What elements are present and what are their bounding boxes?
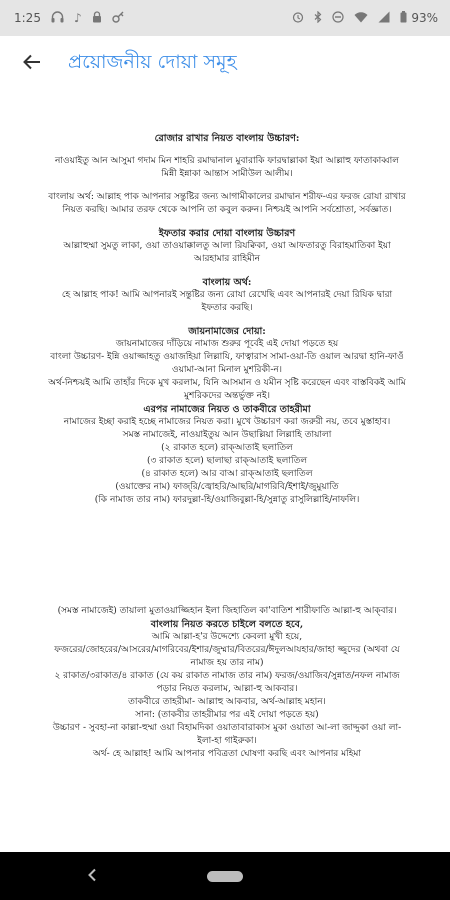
music-note-icon: ♪ [73,11,82,25]
paragraph: তাকবীরে তাহরীমা- আল্লাহু আকবার, অর্থ-আল্লাহ মহান। [128,697,326,707]
dnd-icon [332,11,344,25]
bluetooth-icon [314,11,322,25]
paragraph: জায়নামাজের দাঁড়িয়ে নামাজ শুরুর পূর্বেই এই দোয়া পড়তে হয় [115,339,339,349]
list-item: (কি নামাজ তার নাম) ফারদুল্লা-হি/ওয়াজিবুল্লা-হি/সুন্নাতু রাসুলিল্লাহি/নাফলি। [94,495,360,505]
back-chevron-icon [87,867,97,886]
paragraph: আল্লাহুম্মা সুমতু লাকা, ওয়া তাওয়াক্কালতু আলা রিযক্বিকা, ওয়া আফতারতু বিরাহমাতিকা ইয়া আরহামার রাহিমীন [63,241,391,264]
paragraph: অর্থ- হে আল্লাহ! আমি আপনার পবিত্রতা ঘোষণা করছি এবং আপনার মহিমা [92,749,362,759]
document-body [48,132,406,761]
list-item: (৩ রাকাত হলে) ছালাছা রাক্‌আতাই ছলাতিল [146,456,308,466]
paragraph: উচ্চারণ - সুবহা-না কাল্লা-হুম্মা ওয়া বিহামদিকা ওয়াতাবারাকাস মুকা ওয়াতা আ-লা জাদ্দুকা ওয়া লা-ইলা-হা গাইরুকা। [52,723,402,746]
heading-iftar-dua: ইফতার করার দোয়া বাংলায় উচ্চারণ [158,228,296,239]
paragraph: সানা: (তাকবীর তাহরীমার পর এই দোয়া পড়তে হয়) [135,710,319,720]
wifi-icon [354,11,368,25]
app-bar [0,36,450,92]
paragraph: আমি আল্লা-হ'র উদ্দেশ্যে কেবলা মুখী হয়ে, [151,632,303,642]
lock-icon [92,11,102,25]
paragraph: নাওয়াইতু আন আসুমা গদাম মিন শাহরি রমাদ্বানাল মুবারাকি ফারদ্বাল্লাকা ইয়া আল্লাহু ফাতাকাব্বাল মিন্নী ইন্নাকা আন্তাস সামীউল আলীম। [55,156,399,179]
status-bar [0,0,450,36]
paragraph: হে আল্লাহ পাক! আমি আপনারই সন্তুষ্টির জন্য রোযা রেখেছি এবং আপনারই দেয়া রিযিক দ্বারা ইফতার করছি। [61,290,393,313]
list-item: (ওয়াক্তের নাম) ফাজ্‌রি/জ্বোহরি/আছরি/মাগরিবি/ইশাই/জুমুয়াতি [115,482,339,492]
nav-back-button[interactable] [78,864,106,888]
status-time: 1:25 [14,11,41,25]
list-item: (২ রাকাত হলে) রাক্‌আতাই ছলাতিল [161,443,293,453]
paragraph: অর্থ-নিশ্চয়ই আমি তাহাঁর দিকে মুখ করলাম, যিনি আসমান ও যমীন সৃষ্টি করেছেন এবং বাস্তবিকই আমি মুশরিকদের অন্তর্ভুক্ত নই। [48,378,406,401]
battery-percent: 93% [411,11,438,25]
paragraph: সমস্ত নামাজেই, নাওয়াইতুয় আন উছাল্লিয়া লিল্লাহি তায়ালা [122,430,332,440]
paragraph: ফজরের/জোহরের/আসরের/মাগরিবের/ইশার/জুম্মার/বিতরের/ঈদুলআযহার/জাহা জ্জুদের (অথবা যে নামাজ হয় তার নাম) [54,645,400,668]
paragraph: বাংলা উচ্চারণ- ইন্নি ওয়াজ্জাহতু ওয়াজহিয়া লিল্লাযি, ফাত্বারাস সামা-ওয়া-তি ওয়াল আরদ্বা হানি-ফাওঁ ওয়ামা-আনা মিনাল মুশরিকী-ন। [50,352,404,375]
signal-icon [378,11,390,25]
heading-namaz-niyat: এরপর নামাজের নিয়ত ও তাকবীরে তাহরীমা [143,404,311,415]
heading-bangla-niyat: বাংলায় নিয়ত করতে চাইলে বলতে হবে, [150,619,304,630]
paragraph: বাংলায় অর্থ: আল্লাহ পাক আপনার সন্তুষ্টির জন্য আগামীকালের রমাদ্বান শরীফ-এর ফরজ রোযা রাখার নিয়ত করছি। আমার তরফ থেকে আপনি তা কবুল করুন। নিশ্চয়ই আপনি সর্বশ্রোতা, সর্বজ্ঞাত। [48,192,406,215]
page-title: প্রয়োজনীয় দোয়া সমূহ [68,51,237,73]
paragraph: (সমস্ত নামাজেই) তায়ালা মুতাওয়াজ্জিহান ইলা জিহাতিল কা'বাতিশ শারীফাতি আল্লা-হু আক্‌বার। [57,606,397,616]
list-item: (৪ রাকাত হলে) আর বাআ রাক্‌আতাই ছলাতিল [141,469,313,479]
blank-space [48,507,406,605]
alarm-icon [292,11,304,25]
home-pill-icon[interactable] [207,871,243,882]
system-nav-bar [0,852,450,900]
heading-meaning: বাংলায় অর্থ: [202,277,252,288]
heading-jaynamaz-dua: জায়নামাজের দোয়া: [188,326,266,337]
headphones-icon [51,11,64,25]
arrow-back-icon [23,54,41,74]
paragraph: ২ রাকাত/৩রাকাত/৪ রাকাত (যে কয় রাকাত নামাজ তার নাম) ফরজ/ওয়াজিব/সুন্নাত/নফল নামাজ পড়ার নিয়ত করলাম, আল্লা-হু আকবার। [54,671,400,694]
battery-icon [400,11,407,25]
back-button[interactable] [0,36,64,92]
key-icon [112,11,125,25]
document-scroll-area[interactable] [0,92,450,852]
paragraph: নামাজের ইচ্ছা করাই হচ্ছে নামাজের নিয়ত করা। মুখে উচ্চারণ করা জরুরী নয়, তবে মুস্তাহাব। [63,417,391,427]
heading-roza-niyat: রোজার রাখার নিয়ত বাংলায় উচ্চারণ: [154,133,300,144]
